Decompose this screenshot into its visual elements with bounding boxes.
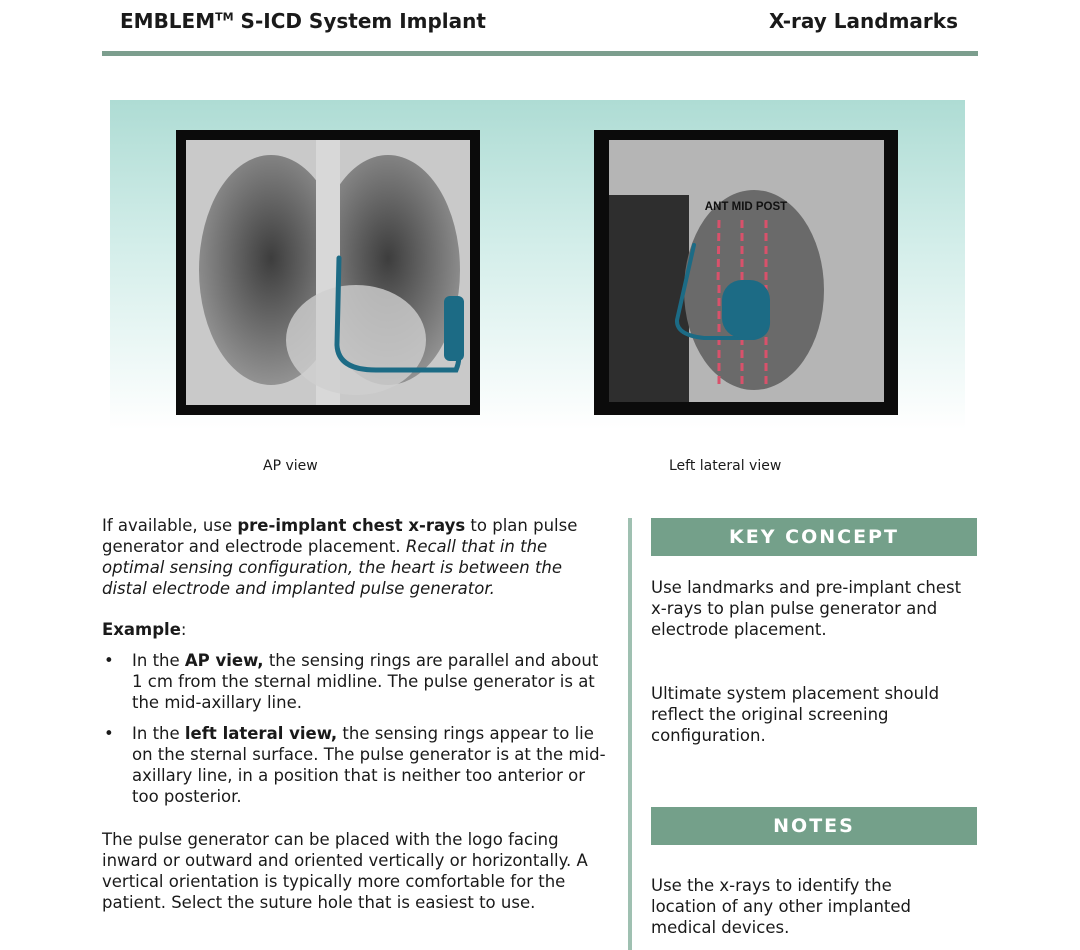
closing-paragraph: The pulse generator can be placed with the logo facing inward or outward and oriented vertically or horizontally. A vertical orientation is typically more comfortable for the patient. Select the suture hole that is easiest to use. — [102, 830, 588, 912]
section-title: X-ray Landmarks — [768, 9, 958, 33]
header-rule — [102, 51, 978, 56]
landmark-labels: ANT MID POST — [704, 201, 788, 213]
notes-heading: NOTES — [651, 807, 977, 845]
column-divider — [628, 518, 632, 950]
key-concept-heading: KEY CONCEPT — [651, 518, 977, 556]
key-concept-text-1: Use landmarks and pre-implant chest x-rays to plan pulse generator and electrode placement. — [651, 578, 962, 639]
lateral-caption: Left lateral view — [669, 458, 782, 474]
ap-xray-image — [176, 130, 480, 415]
notes-text: Use the x-rays to identify the location of any other implanted medical devices. — [651, 876, 912, 937]
pulse-generator — [444, 296, 464, 361]
example-label: Example: — [102, 620, 187, 639]
ap-caption: AP view — [263, 458, 318, 474]
document-title: EMBLEM™ S-ICD System Implant — [120, 9, 486, 33]
left-column — [102, 515, 612, 913]
example-list — [102, 650, 612, 807]
key-concept-text-2: Ultimate system placement should reflect the original screening configuration. — [651, 684, 940, 745]
list-item: • In the left lateral view, the sensing rings appear to lie on the sternal surface. The pulse generator is at the mid-axillary line, in a position that is neither too anterior or too posterior. — [102, 723, 612, 807]
list-item: • In the AP view, the sensing rings are parallel and about 1 cm from the sternal midline. The pulse generator is at the mid-axillary line. — [102, 650, 612, 713]
intro-paragraph: If available, use pre-implant chest x-rays to plan pulse generator and electrode placement. Recall that in the optimal sensing configuration, the heart is between the distal electrode and implanted pulse generator. — [102, 516, 578, 598]
lateral-xray-image — [594, 130, 898, 415]
